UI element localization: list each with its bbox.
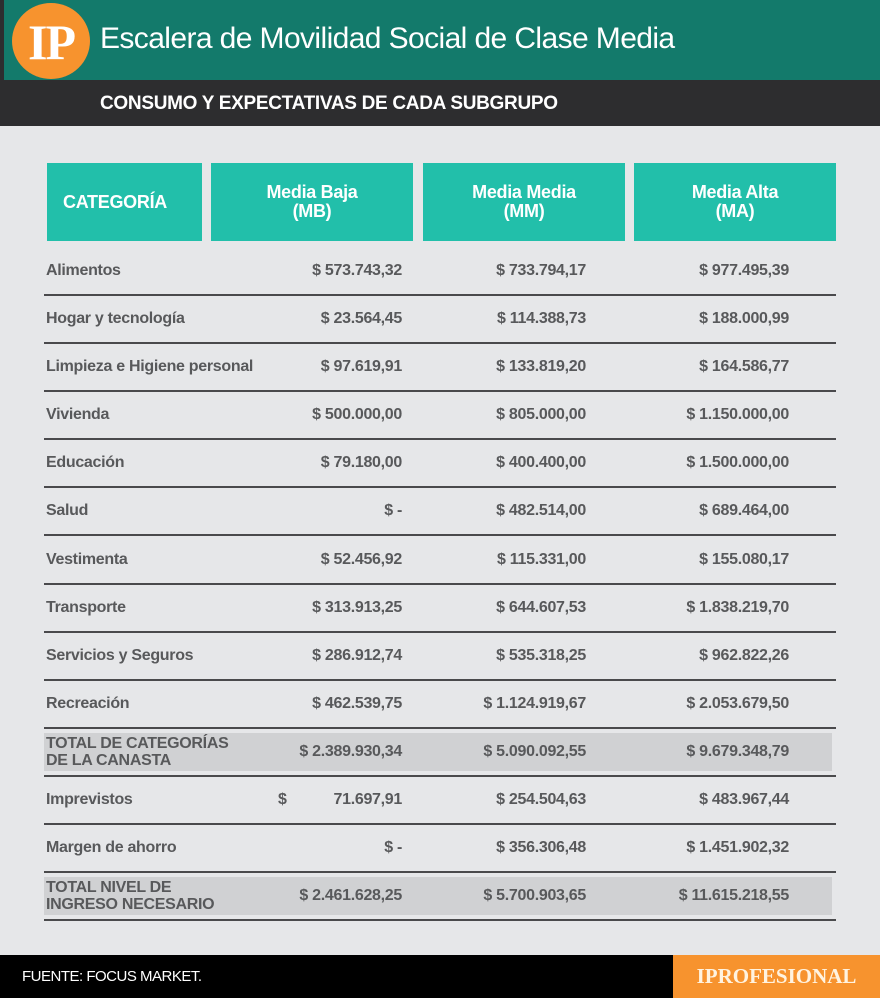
row-label: Margen de ahorro [46, 839, 177, 856]
value-mb: $ 79.180,00 [320, 454, 402, 471]
value-mb: $ 23.564,45 [320, 310, 402, 327]
value-mb: $ 313.913,25 [312, 599, 402, 616]
column-header-label: Media Alta [691, 182, 779, 202]
value-mb: $ - [384, 502, 402, 519]
row-label: Educación [46, 454, 125, 471]
row-label-line: INGRESO NECESARIO [46, 896, 215, 913]
page-title: Escalera de Movilidad Social de Clase Media [100, 22, 675, 55]
logo-text: IP [28, 14, 74, 70]
value-ma: $ 188.000,99 [699, 310, 789, 327]
currency-symbol: $ [278, 791, 287, 808]
row-divider [44, 534, 836, 536]
value-mm: $ 733.794,17 [496, 262, 586, 279]
value-ma: $ 1.150.000,00 [686, 406, 789, 423]
value-mb: $ - [384, 839, 402, 856]
brand-text: IPROFESIONAL [696, 964, 857, 988]
value-ma: $ 164.586,77 [699, 358, 789, 375]
column-header-label: Media Baja [266, 182, 358, 202]
value-ma: $ 1.500.000,00 [686, 454, 789, 471]
value-mb: $ 52.456,92 [320, 551, 402, 568]
value-mm: $ 1.124.919,67 [483, 695, 586, 712]
column-header-category [47, 163, 202, 241]
row-label: Alimentos [46, 262, 121, 279]
row-label: Hogar y tecnología [46, 310, 185, 327]
column-header-media-baja [211, 163, 413, 241]
table-row-recreacion [44, 681, 836, 729]
row-label-line: DE LA CANASTA [46, 752, 171, 769]
row-label: Recreación [46, 695, 130, 712]
column-header-label: CATEGORÍA [63, 191, 167, 212]
table-row-educacion [44, 440, 836, 488]
value-mb: $ 500.000,00 [312, 406, 402, 423]
row-label-line: TOTAL NIVEL DE [46, 879, 172, 896]
value-ma: $ 689.464,00 [699, 502, 789, 519]
value-mm: $ 535.318,25 [496, 647, 586, 664]
column-header-media-media [423, 163, 625, 241]
row-divider [44, 919, 836, 921]
row-label: Transporte [46, 599, 126, 616]
value-mm: $ 805.000,00 [496, 406, 586, 423]
column-header-abbrev: (MA) [715, 201, 755, 221]
iprofesional-logo [673, 955, 880, 998]
table-row-total-ingreso [44, 873, 836, 921]
value-mm: $ 114.388,73 [497, 310, 586, 327]
table-row-transporte [44, 585, 836, 633]
table-row-margen-ahorro [44, 825, 836, 873]
value-ma: $ 1.838.219,70 [686, 599, 789, 616]
table-row-vestimenta [44, 537, 836, 585]
value-mm: $ 115.331,00 [497, 551, 586, 568]
page-subtitle: CONSUMO Y EXPECTATIVAS DE CADA SUBGRUPO [100, 93, 558, 114]
value-mm: $ 400.400,00 [496, 454, 586, 471]
value-mm: $ 5.090.092,55 [483, 743, 586, 760]
table-row-servicios [44, 633, 836, 681]
table-row-total-canasta [44, 729, 836, 777]
amount: 71.697,91 [333, 791, 402, 808]
value-ma: $ 977.495,39 [699, 262, 789, 279]
row-label: Salud [46, 502, 89, 519]
table-row-salud [44, 488, 836, 536]
value-mb: $ 97.619,91 [320, 358, 402, 375]
column-header-abbrev: (MM) [503, 201, 545, 221]
row-label: Vestimenta [46, 551, 128, 568]
value-mm: $ 5.700.903,65 [483, 887, 586, 904]
column-header-media-alta [634, 163, 836, 241]
value-mb: $ 286.912,74 [312, 647, 402, 664]
column-header-abbrev: (MB) [292, 201, 332, 221]
value-ma: $ 2.053.679,50 [686, 695, 789, 712]
value-mm: $ 482.514,00 [496, 502, 586, 519]
value-mb [204, 777, 402, 823]
row-label-line: TOTAL DE CATEGORÍAS [46, 735, 229, 752]
value-mm: $ 133.819,20 [496, 358, 586, 375]
value-ma: $ 962.822,26 [699, 647, 789, 664]
column-header-label: Media Media [472, 182, 576, 202]
value-ma: $ 9.679.348,79 [686, 743, 789, 760]
value-mb: $ 462.539,75 [312, 695, 402, 712]
value-mb: $ 2.389.930,34 [299, 743, 402, 760]
value-mm: $ 644.607,53 [496, 599, 586, 616]
table-row-alimentos [44, 248, 836, 296]
source-note: FUENTE: FOCUS MARKET. [22, 968, 202, 985]
value-mb: $ 573.743,32 [312, 262, 402, 279]
value-ma: $ 11.615.218,55 [678, 887, 789, 904]
value-mb: $ 2.461.628,25 [299, 887, 402, 904]
table-row-imprevistos [44, 777, 836, 825]
ip-logo [12, 3, 90, 79]
row-label: Vivienda [46, 406, 110, 423]
value-mm: $ 254.504,63 [496, 791, 586, 808]
value-mm: $ 356.306,48 [496, 839, 586, 856]
row-label: Servicios y Seguros [46, 647, 194, 664]
row-label: Limpieza e Higiene personal [46, 358, 254, 375]
table-row-vivienda [44, 392, 836, 440]
table-row-limpieza [44, 344, 836, 392]
row-label: Imprevistos [46, 791, 133, 808]
value-ma: $ 155.080,17 [699, 551, 789, 568]
table-row-hogar [44, 296, 836, 344]
value-ma: $ 1.451.902,32 [686, 839, 789, 856]
value-ma: $ 483.967,44 [699, 791, 789, 808]
